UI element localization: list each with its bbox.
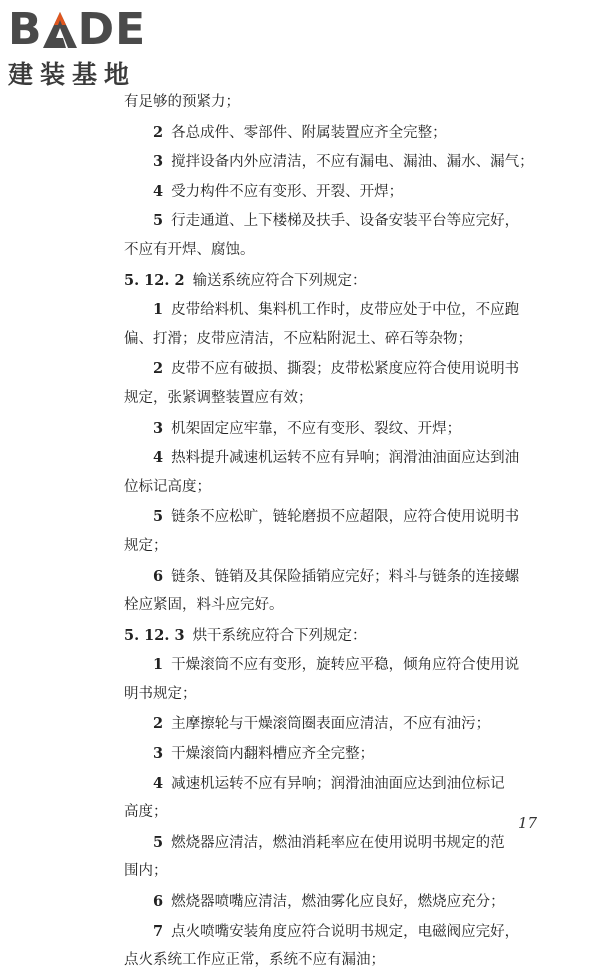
logo-subtitle: 建装基地 <box>8 60 137 89</box>
line-text: 点火喷嘴安装角度应符合说明书规定，电磁阀应完好， <box>171 923 520 940</box>
logo-letter-a <box>43 6 78 54</box>
item-number: 2 <box>153 123 164 141</box>
line-text: 明书规定； <box>124 685 197 702</box>
text-line <box>124 650 552 680</box>
text-line <box>124 709 552 739</box>
logo-letter-b: B <box>8 4 43 55</box>
text-line <box>124 828 552 858</box>
line-text: 燃烧器应清洁，燃油消耗率应在使用说明书规定的范 <box>171 834 505 851</box>
text-line <box>124 414 552 444</box>
item-number: 3 <box>153 419 164 437</box>
text-line <box>124 325 552 355</box>
line-text: 位标记高度； <box>124 478 211 495</box>
section-heading <box>124 621 552 651</box>
text-line <box>124 295 552 325</box>
line-text: 链条、链销及其保险插销应完好；料斗与链条的连接螺 <box>171 568 520 585</box>
line-text: 输送系统应符合下列规定： <box>192 272 367 289</box>
text-line <box>124 857 552 887</box>
logo-a-mark-icon <box>43 12 77 48</box>
item-number: 1 <box>153 656 164 674</box>
text-line <box>124 473 552 503</box>
line-text: 减速机运转不应有异响；润滑油油面应达到油位标记 <box>171 775 505 792</box>
line-text: 行走通道、上下楼梯及扶手、设备安装平台等应完好， <box>171 213 520 230</box>
section-number: 5. 12. 2 <box>124 271 185 289</box>
line-text: 高度； <box>124 804 168 821</box>
line-text: 烘干系统应符合下列规定： <box>192 627 367 644</box>
text-line <box>124 177 552 207</box>
item-number: 1 <box>153 301 164 319</box>
text-line <box>124 946 552 976</box>
item-number: 5 <box>153 508 164 526</box>
line-text: 有足够的预紧力； <box>124 94 240 110</box>
text-line <box>124 88 552 118</box>
line-text: 机架固定应牢靠，不应有变形、裂纹、开焊； <box>171 420 462 437</box>
text-line <box>124 354 552 384</box>
document-body <box>124 88 552 976</box>
item-number: 4 <box>153 449 164 467</box>
line-text: 规定； <box>124 537 168 554</box>
line-text: 皮带给料机、集料机工作时，皮带应处于中位，不应跑 <box>171 302 520 319</box>
line-text: 燃烧器喷嘴应清洁，燃油雾化应良好，燃烧应充分； <box>171 894 505 911</box>
text-line <box>124 236 552 266</box>
line-text: 受力构件不应有变形、开裂、开焊； <box>171 183 404 200</box>
item-number: 6 <box>153 567 164 585</box>
item-number: 2 <box>153 715 164 733</box>
line-text: 主摩擦轮与干燥滚筒圈表面应清洁，不应有油污； <box>171 716 491 733</box>
text-line <box>124 887 552 917</box>
section-heading <box>124 266 552 296</box>
line-text: 皮带不应有破损、撕裂；皮带松紧度应符合使用说明书 <box>171 361 520 378</box>
text-line <box>124 384 552 414</box>
line-text: 干燥滚筒内翻料槽应齐全完整； <box>171 746 375 763</box>
item-number: 5 <box>153 833 164 851</box>
item-number: 5 <box>153 212 164 230</box>
line-text: 搅拌设备内外应清洁，不应有漏电、漏油、漏水、漏气； <box>171 154 534 171</box>
section-number: 5. 12. 3 <box>124 626 185 644</box>
text-line <box>124 562 552 592</box>
item-number: 4 <box>153 774 164 792</box>
item-number: 6 <box>153 893 164 911</box>
text-line <box>124 917 552 947</box>
line-text: 偏、打滑；皮带应清洁，不应粘附泥土、碎石等杂物； <box>124 330 472 347</box>
item-number: 4 <box>153 182 164 200</box>
line-text: 不应有开焊、腐蚀。 <box>124 241 255 258</box>
text-line <box>124 769 552 799</box>
text-line <box>124 739 552 769</box>
bade-logo <box>8 6 178 96</box>
logo-letters-rest: DE <box>77 4 147 55</box>
page-number: 17 <box>518 814 538 832</box>
line-text: 栓应紧固，料斗应完好。 <box>124 597 284 614</box>
text-line <box>124 502 552 532</box>
line-text: 点火系统工作应正常，系统不应有漏油； <box>124 952 385 969</box>
item-number: 3 <box>153 745 164 763</box>
text-line <box>124 680 552 710</box>
item-number: 2 <box>153 360 164 378</box>
text-line <box>124 798 552 828</box>
text-line <box>124 532 552 562</box>
logo-wordmark <box>8 6 178 54</box>
item-number: 3 <box>153 153 164 171</box>
line-text: 热料提升减速机运转不应有异响；润滑油油面应达到油 <box>171 450 520 467</box>
line-text: 各总成件、零部件、附属装置应齐全完整； <box>171 124 447 141</box>
item-number: 7 <box>153 922 164 940</box>
text-line <box>124 443 552 473</box>
line-text: 围内； <box>124 863 168 880</box>
text-line <box>124 591 552 621</box>
text-line <box>124 118 552 148</box>
text-line <box>124 206 552 236</box>
line-text: 干燥滚筒不应有变形，旋转应平稳，倾角应符合使用说 <box>171 657 520 674</box>
line-text: 规定，张紧调整装置应有效； <box>124 389 313 406</box>
line-text: 链条不应松旷，链轮磨损不应超限，应符合使用说明书 <box>171 509 520 526</box>
text-line <box>124 147 552 177</box>
